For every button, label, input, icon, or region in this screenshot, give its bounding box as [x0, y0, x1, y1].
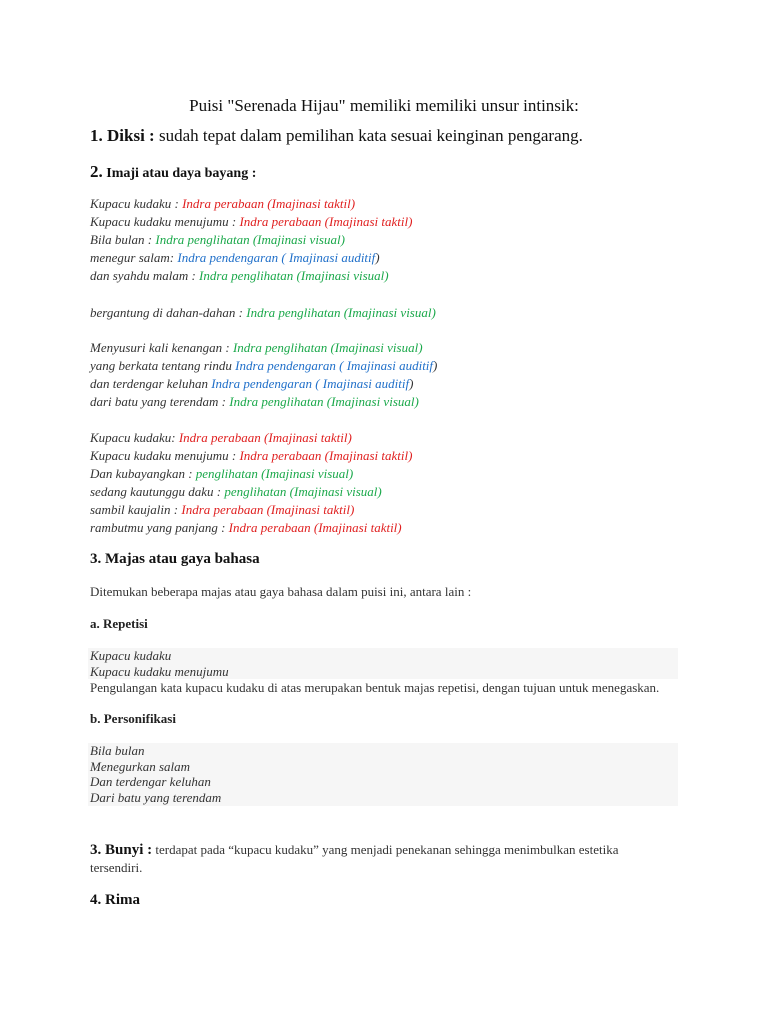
imaji-annotation: Indra perabaan (Imajinasi taktil) — [182, 196, 356, 211]
poem-line-text: dan terdengar keluhan — [90, 376, 212, 391]
bunyi-text-cont: tersendiri. — [90, 860, 143, 875]
diksi-text: sudah tepat dalam pemilihan kata sesuai keinginan pengarang. — [154, 126, 583, 145]
poem-line-text: dan syahdu malam : — [90, 268, 200, 283]
personifikasi-quote — [88, 743, 678, 806]
imaji-heading — [90, 162, 256, 182]
poem-line-text: yang berkata tentang rindu — [90, 358, 236, 373]
repetisi-quote-line: Kupacu kudaku — [90, 648, 172, 663]
poem-line-text: Kupacu kudaku menujumu : — [90, 214, 240, 229]
personifikasi-heading: b. Personifikasi — [90, 711, 176, 726]
diksi-number: 1. Diksi : — [90, 126, 155, 145]
imaji-line — [90, 448, 412, 464]
imaji-annotation: Indra perabaan (Imajinasi taktil) — [228, 520, 402, 535]
imaji-annotation: Indra perabaan (Imajinasi taktil) — [239, 214, 413, 229]
majas-heading: 3. Majas atau gaya bahasa — [90, 551, 260, 567]
imaji-number: 2. — [90, 162, 103, 181]
imaji-annotation: Indra penglihatan (Imajinasi visual) — [246, 305, 436, 320]
personifikasi-quote-line: Dari batu yang terendam — [90, 789, 222, 805]
poem-line-text: Kupacu kudaku : — [90, 196, 183, 211]
imaji-line — [90, 305, 436, 321]
bunyi-line — [90, 841, 619, 859]
personifikasi-quote-line: Menegurkan salam — [90, 758, 191, 774]
annotation-tail: ) — [409, 376, 414, 391]
bunyi-number: 3. Bunyi : — [90, 842, 153, 858]
imaji-line — [90, 214, 412, 230]
personifikasi-quote-line: Dan terdengar keluhan — [90, 774, 211, 789]
imaji-line — [90, 502, 354, 518]
imaji-line — [90, 484, 382, 500]
imaji-line — [90, 376, 413, 392]
poem-line-text: Kupacu kudaku menujumu : — [90, 448, 240, 463]
poem-line-text: rambutmu yang panjang : — [90, 520, 229, 535]
personifikasi-quote-line: Bila bulan — [90, 743, 145, 758]
poem-line-text: sambil kaujalin : — [90, 502, 182, 517]
imaji-annotation: Indra pendengaran ( Imajinasi auditif — [235, 358, 434, 373]
poem-line-text: menegur salam: — [90, 250, 178, 265]
imaji-line — [90, 394, 419, 410]
diksi-line — [90, 126, 583, 146]
poem-line-text: Dan kubayangkan : — [90, 466, 196, 481]
imaji-annotation: penglihatan (Imajinasi visual) — [224, 484, 382, 499]
imaji-annotation: Indra penglihatan (Imajinasi visual) — [155, 232, 345, 247]
imaji-line — [90, 430, 352, 446]
poem-line-text: Bila bulan : — [90, 232, 156, 247]
imaji-line — [90, 358, 437, 374]
repetisi-quote — [88, 648, 678, 679]
imaji-annotation: Indra penglihatan (Imajinasi visual) — [232, 340, 423, 355]
poem-line-text: Menyusuri kali kenangan : — [90, 340, 233, 355]
repetisi-explain: Pengulangan kata kupacu kudaku di atas merupakan bentuk majas repetisi, dengan tujuan untuk menegaskan. — [90, 680, 660, 695]
majas-intro: Ditemukan beberapa majas atau gaya bahasa dalam puisi ini, antara lain : — [90, 584, 472, 599]
imaji-annotation: Indra penglihatan (Imajinasi visual) — [229, 394, 419, 409]
imaji-annotation: Indra pendengaran ( Imajinasi auditif — [177, 250, 376, 265]
imaji-line — [90, 466, 353, 482]
imaji-line — [90, 268, 389, 284]
imaji-annotation: Indra perabaan (Imajinasi taktil) — [181, 502, 355, 517]
poem-line-text: dari batu yang terendam : — [90, 394, 230, 409]
poem-line-text: Kupacu kudaku: — [90, 430, 179, 445]
imaji-annotation: Indra pendengaran ( Imajinasi auditif — [211, 376, 410, 391]
repetisi-heading: a. Repetisi — [90, 616, 148, 631]
repetisi-quote-line: Kupacu kudaku menujumu — [90, 663, 229, 679]
imaji-line — [90, 520, 402, 536]
imaji-annotation: Indra perabaan (Imajinasi taktil) — [239, 448, 413, 463]
imaji-line — [90, 250, 380, 266]
annotation-tail: ) — [375, 250, 380, 265]
annotation-tail: ) — [433, 358, 438, 373]
imaji-annotation: penglihatan (Imajinasi visual) — [195, 466, 354, 481]
imaji-line — [90, 340, 423, 356]
imaji-line — [90, 232, 345, 248]
poem-line-text: bergantung di dahan-dahan : — [90, 305, 247, 320]
imaji-annotation: Indra perabaan (Imajinasi taktil) — [178, 430, 352, 445]
imaji-annotation: Indra penglihatan (Imajinasi visual) — [199, 268, 389, 283]
imaji-heading-text: Imaji atau daya bayang : — [102, 166, 257, 181]
bunyi-text: terdapat pada “kupacu kudaku” yang menjadi penekanan sehingga menimbulkan estetika — [152, 842, 619, 857]
poem-line-text: sedang kautunggu daku : — [90, 484, 225, 499]
imaji-line — [90, 196, 355, 212]
page-title: Puisi "Serenada Hijau" memiliki memiliki unsur intinsik: — [189, 96, 579, 115]
rima-heading: 4. Rima — [90, 892, 140, 908]
